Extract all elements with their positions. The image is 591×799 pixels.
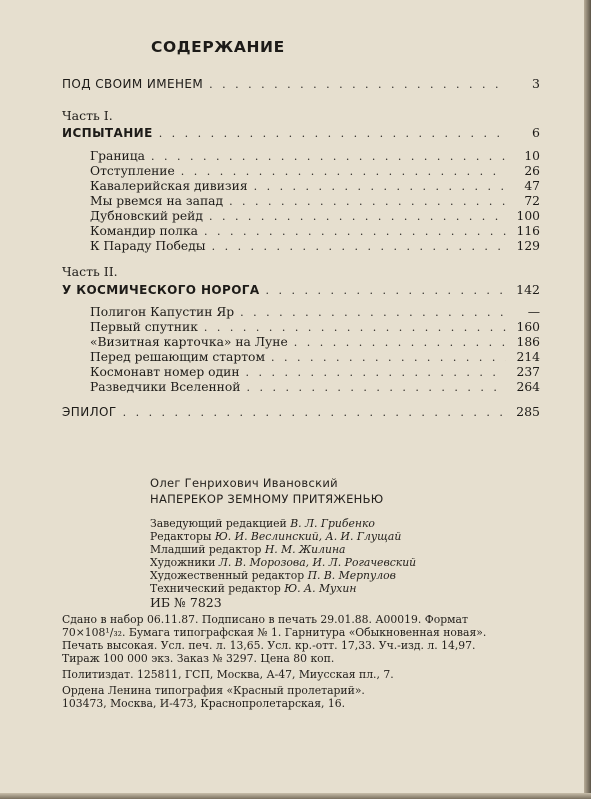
staff-role: Редакторы [150, 530, 212, 543]
staff-role: Младший редактор [150, 543, 262, 556]
chapter-label: «Визитная карточка» на Луне [90, 335, 288, 349]
chapter-label: Граница [90, 149, 145, 163]
staff-name: П. В. Мерпулов [307, 569, 396, 582]
chapter-label: Отступление [90, 164, 175, 178]
page-edge-shadow [584, 0, 591, 799]
chapter-label: Космонавт номер один [90, 365, 240, 379]
leader-dots [204, 321, 506, 334]
chapter-page: 72 [524, 194, 540, 208]
chapter-page: 116 [516, 224, 540, 238]
publisher-address: Политиздат. 125811, ГСП, Москва, А-47, Миусская пл., 7. [62, 668, 394, 681]
chapter-label: К Параду Победы [90, 239, 206, 253]
toc-chapter [90, 179, 540, 193]
chapter-label: Первый спутник [90, 320, 198, 334]
leader-dots [159, 127, 506, 140]
staff-line [150, 582, 356, 595]
part-label: Часть II. [62, 264, 118, 279]
toc-entry-page: 285 [516, 404, 540, 419]
toc-chapter [90, 335, 540, 349]
chapter-page: 26 [524, 164, 540, 178]
toc-chapter [90, 209, 540, 223]
toc-entry [62, 76, 540, 91]
leader-dots [212, 240, 506, 253]
staff-line [150, 556, 416, 569]
toc-chapter [90, 350, 540, 364]
toc-entry [62, 404, 540, 419]
toc-entry-page: 142 [516, 282, 540, 297]
leader-dots [181, 165, 506, 178]
chapter-label: Мы рвемся на запад [90, 194, 224, 208]
chapter-page: 237 [516, 365, 540, 379]
toc-chapter [90, 224, 540, 238]
leader-dots [151, 150, 506, 163]
toc-title: СОДЕРЖАНИЕ [151, 38, 285, 56]
leader-dots [209, 78, 506, 91]
chapter-page: 264 [516, 380, 540, 394]
book-title: НАПЕРЕКОР ЗЕМНОМУ ПРИТЯЖЕНЬЮ [150, 492, 384, 506]
staff-line [150, 543, 346, 556]
chapter-label: Перед решающим стартом [90, 350, 266, 364]
leader-dots [229, 195, 506, 208]
chapter-page: 47 [524, 179, 540, 193]
chapter-label: Командир полка [90, 224, 198, 238]
part-label: Часть I. [62, 108, 113, 123]
printer-line: Ордена Ленина типография «Красный пролетарий». [62, 684, 365, 697]
print-info-line: Сдано в набор 06.11.87. Подписано в печать 29.01.88. А00019. Формат [62, 613, 468, 626]
toc-chapter [90, 149, 540, 163]
toc-entry-page: 3 [532, 76, 540, 91]
leader-dots [271, 351, 506, 364]
chapter-page: — [527, 305, 540, 319]
toc-entry-label: У КОСМИЧЕСКОГО НОРОГА [62, 283, 260, 297]
chapter-label: Разведчики Вселенной [90, 380, 241, 394]
staff-role: Художники [150, 556, 216, 569]
print-info-line: 70×108¹/₃₂. Бумага типографская № 1. Гарнитура «Обыкновенная новая». [62, 626, 487, 639]
toc-entry-label: ПОД СВОИМ ИМЕНЕМ [62, 77, 204, 91]
toc-entry [62, 125, 540, 140]
leader-dots [204, 225, 506, 238]
ib-number: ИБ № 7823 [150, 595, 222, 610]
toc-chapter [90, 380, 540, 394]
staff-name: Н. М. Жилина [264, 543, 346, 556]
leader-dots [123, 406, 506, 419]
toc-chapter [90, 164, 540, 178]
chapter-label: Кавалерийская дивизия [90, 179, 248, 193]
toc-entry-page: 6 [532, 125, 540, 140]
author-name: Олег Генрихович Ивановский [150, 476, 338, 490]
print-info-line: Тираж 100 000 экз. Заказ № 3297. Цена 80 коп. [62, 652, 335, 665]
staff-line [150, 530, 401, 543]
print-info-line: Печать высокая. Усл. печ. л. 13,65. Усл. кр.-отт. 17,33. Уч.-изд. л. 14,97. [62, 639, 476, 652]
staff-name: Л. В. Морозова, И. Л. Рогачевский [218, 556, 417, 569]
toc-entry-label: ИСПЫТАНИЕ [62, 126, 153, 140]
leader-dots [294, 336, 506, 349]
toc-entry [62, 282, 540, 297]
toc-chapter [90, 239, 540, 253]
chapter-page: 160 [516, 320, 540, 334]
chapter-label: Полигон Капустин Яр [90, 305, 235, 319]
toc-chapter [90, 305, 540, 319]
printer-line: 103473, Москва, И-473, Краснопролетарская, 16. [62, 697, 346, 710]
chapter-page: 100 [516, 209, 540, 223]
staff-line [150, 517, 375, 530]
chapter-page: 186 [516, 335, 540, 349]
toc-entry-label: ЭПИЛОГ [62, 405, 117, 419]
chapter-page: 10 [524, 149, 540, 163]
staff-role: Заведующий редакцией [150, 517, 287, 530]
leader-dots [240, 306, 506, 319]
toc-chapter [90, 194, 540, 208]
chapter-label: Дубновский рейд [90, 209, 203, 223]
staff-name: В. Л. Грибенко [290, 517, 375, 530]
staff-name: Ю. А. Мухин [284, 582, 357, 595]
leader-dots [266, 284, 506, 297]
page-bottom-edge [0, 793, 591, 799]
leader-dots [254, 180, 506, 193]
leader-dots [246, 366, 506, 379]
staff-role: Художественный редактор [150, 569, 305, 582]
toc-chapter [90, 365, 540, 379]
staff-name: Ю. И. Веслинский, А. И. Глущай [214, 530, 402, 543]
chapter-page: 214 [516, 350, 540, 364]
chapter-page: 129 [516, 239, 540, 253]
leader-dots [209, 210, 506, 223]
staff-line [150, 569, 396, 582]
staff-role: Технический редактор [150, 582, 281, 595]
toc-chapter [90, 320, 540, 334]
leader-dots [246, 381, 506, 394]
